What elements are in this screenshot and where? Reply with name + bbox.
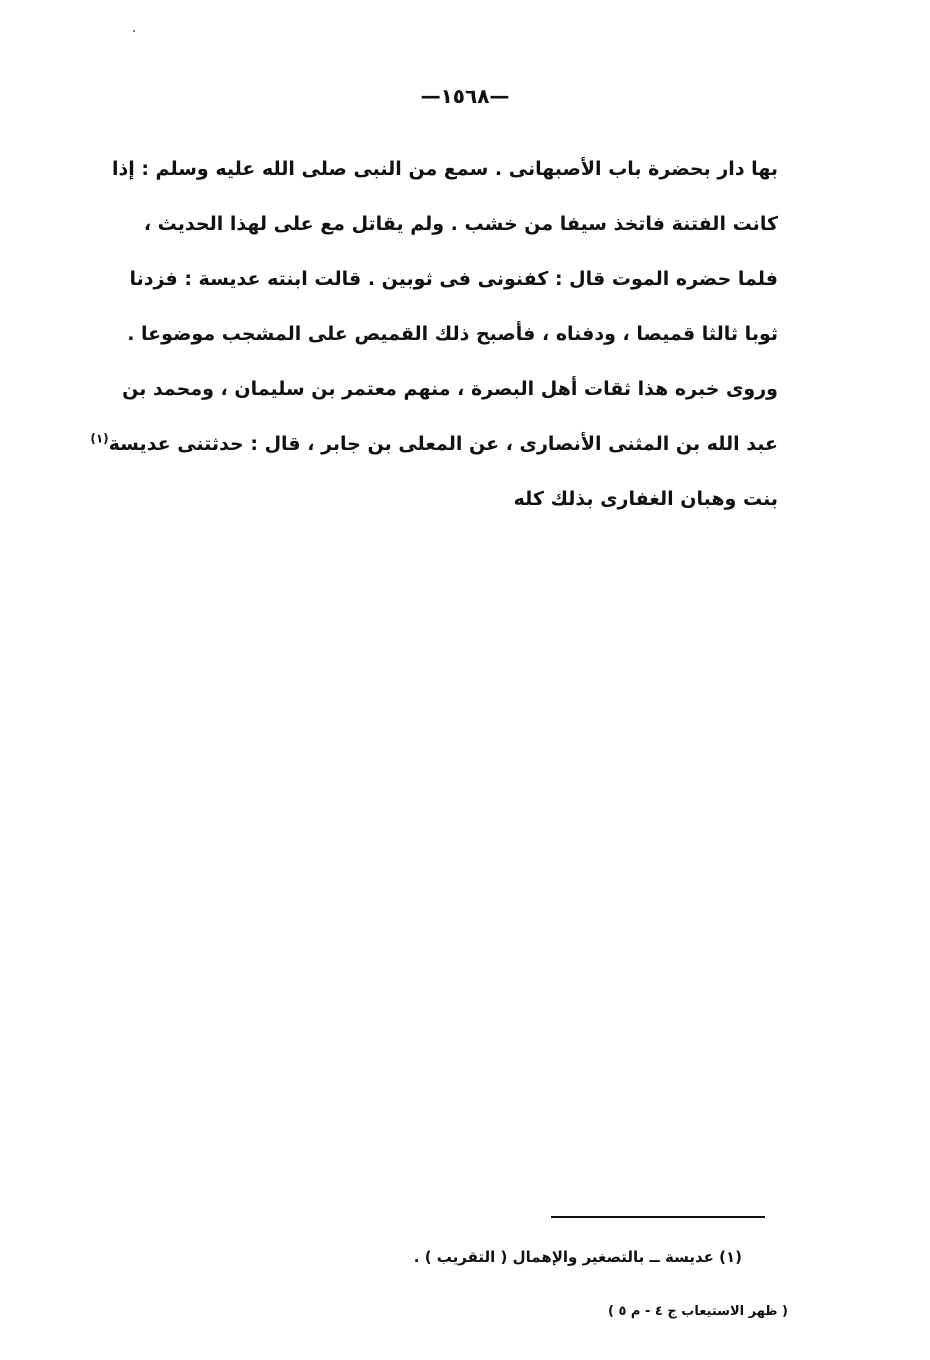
body-line: وروى خبره هذا ثقات أهل البصرة ، منهم معتمر بن سليمان ، ومحمد بن [122,378,778,400]
footnote: (١) عديسة ــ بالتصغير والإهمال ( التقريب ) . [413,1248,742,1266]
body-line-with-footnote [90,417,778,472]
body-line: بها دار بحضرة باب الأصبهانى . سمع من النبى صلى الله عليه وسلم : إذا [111,158,778,180]
footnote-divider [551,1216,765,1218]
scan-speck [133,30,135,32]
body-line: بنت وهبان الغفارى بذلك كله [513,488,778,510]
body-text [90,142,778,527]
body-line: ثوبا ثالثا قميصا ، ودفناه ، فأصبح ذلك القميص على المشجب موضوعا . [127,323,778,345]
footnote-marker: (١) [90,431,109,446]
body-line: عبد الله بن المثنى الأنصارى ، عن المعلى بن جابر ، قال : حدثتنى عديسة [108,433,778,455]
body-line: فلما حضره الموت قال : كفنونى فى ثوبين . قالت ابنته عديسة : فزدنا [129,268,778,290]
printer-signature: ( ظهر الاستيعاب ج ٤ - م ٥ ) [607,1304,788,1319]
body-line: كانت الفتنة فاتخذ سيفا من خشب . ولم يقاتل مع على لهذا الحديث ، [143,213,778,235]
page-number: —١٥٦٨— [420,84,510,108]
